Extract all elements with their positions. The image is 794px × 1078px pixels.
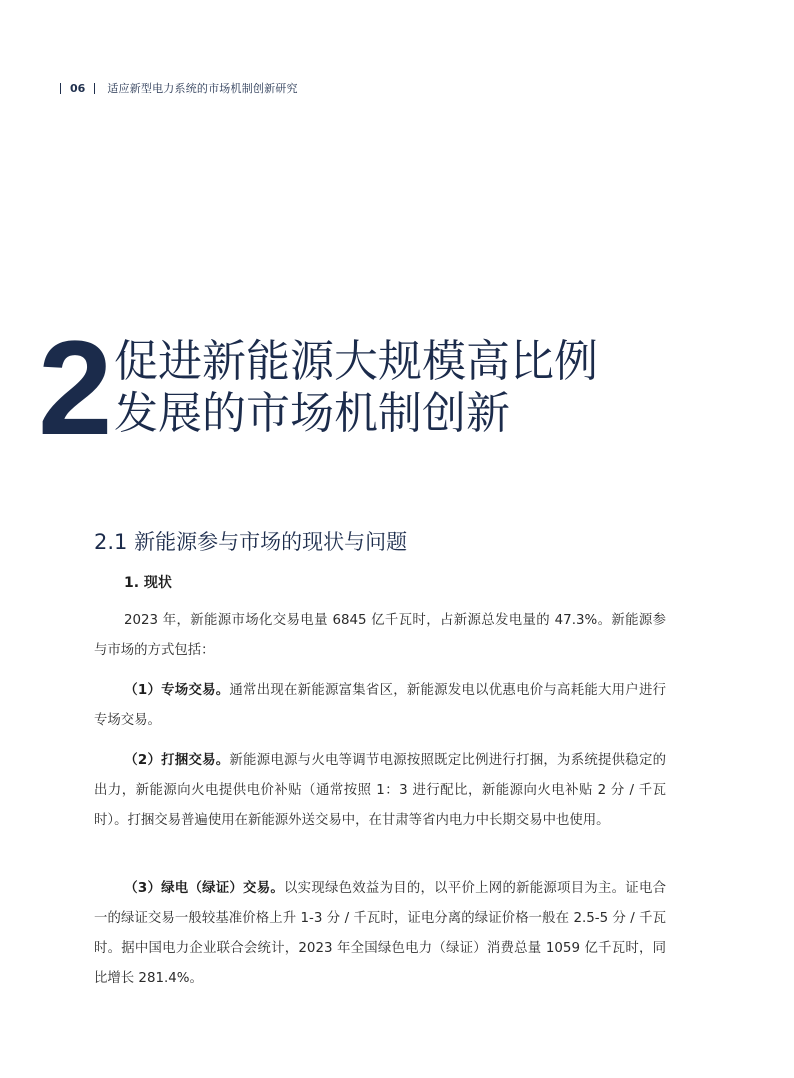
- header-divider-right: [94, 83, 95, 94]
- paragraph-4-lead: （3）绿电（绿证）交易。: [124, 881, 285, 896]
- chapter-title-line-2: 发展的市场机制创新: [114, 388, 510, 439]
- header-divider-left: [60, 83, 61, 94]
- sub-heading: 1. 现状: [124, 575, 172, 591]
- running-header: [60, 78, 298, 98]
- paragraph-4: [94, 874, 666, 994]
- paragraph-2-text: 通常出现在新能源富集省区，新能源发电以优惠电价与高耗能大用户进行专场交易。: [94, 683, 666, 728]
- paragraph-3: [94, 746, 666, 836]
- paragraph-1-text: 2023 年，新能源市场化交易电量 6845 亿千瓦时，占新源总发电量的 47.3%。新能源参与市场的方式包括：: [94, 613, 666, 658]
- document-title: 适应新型电力系统的市场机制创新研究: [107, 82, 298, 95]
- paragraph-3-text: 新能源电源与火电等调节电源按照既定比例进行打捆，为系统提供稳定的出力，新能源向火电提供电价补贴（通常按照 1：3 进行配比，新能源向火电补贴 2 分 / 千瓦时）。打捆交易普遍使用在新能源外送交易中，在甘肃等省内电力中长期交易中也使用。: [94, 753, 666, 828]
- paragraph-1: [94, 606, 666, 666]
- paragraph-2: [94, 676, 666, 736]
- page-number: 06: [70, 81, 86, 95]
- paragraph-4-text: 以实现绿色效益为目的，以平价上网的新能源项目为主。证电合一的绿证交易一般较基准价格上升 1-3 分 / 千瓦时，证电分离的绿证价格一般在 2.5-5 分 / 千瓦时。据中国电力企业联合会统计，2023 年全国绿色电力（绿证）消费总量 1059 亿千瓦时，同比增长 281.4%。: [94, 881, 666, 986]
- section-heading: 2.1 新能源参与市场的现状与问题: [94, 530, 408, 554]
- chapter-title: [114, 336, 674, 440]
- chapter-number: 2: [38, 314, 109, 463]
- chapter-title-line-1: 促进新能源大规模高比例: [114, 336, 598, 387]
- paragraph-2-lead: （1）专场交易。: [124, 683, 230, 698]
- paragraph-3-lead: （2）打捆交易。: [124, 753, 230, 768]
